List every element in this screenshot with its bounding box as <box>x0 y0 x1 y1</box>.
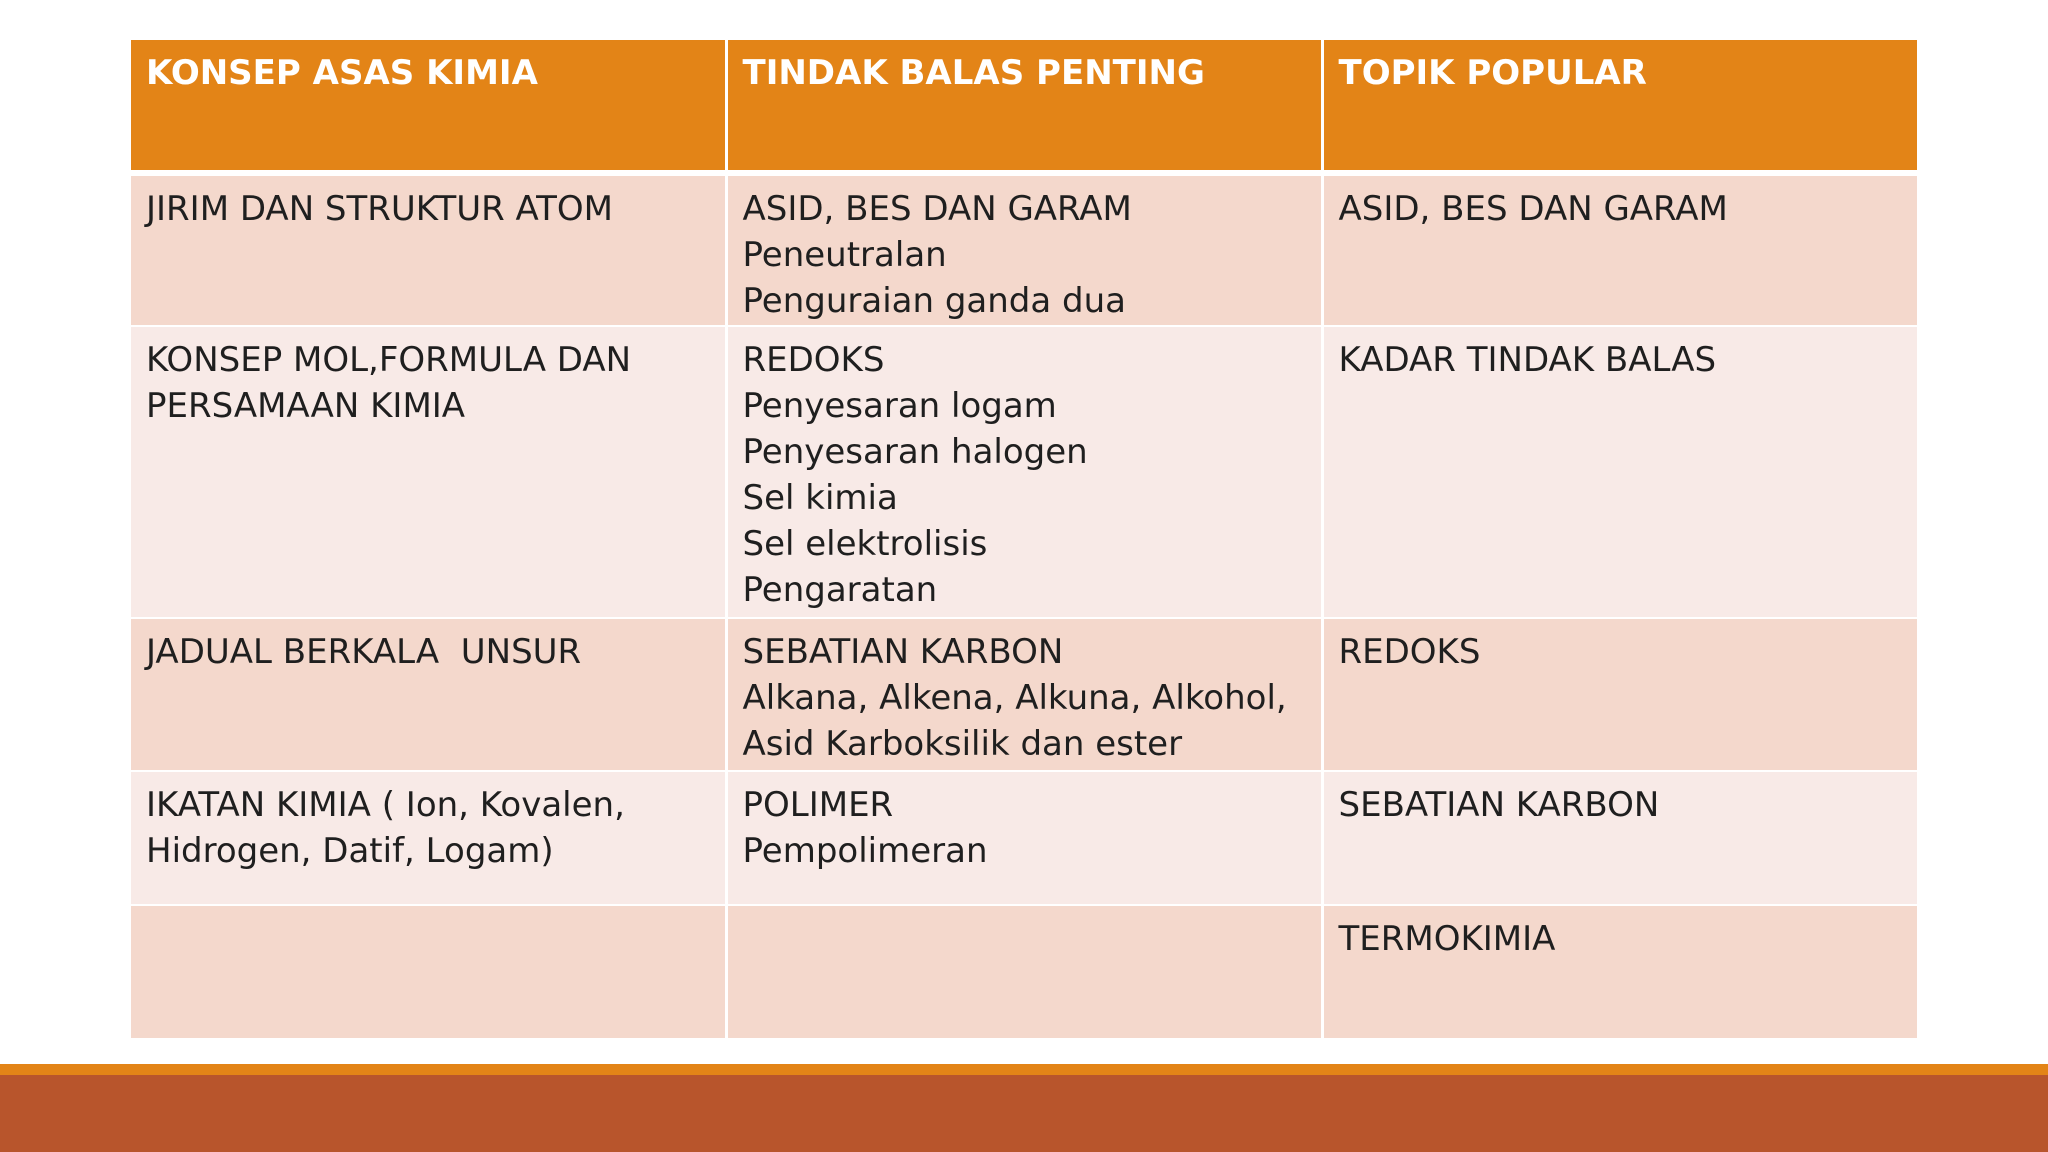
table-cell <box>131 173 726 326</box>
table-header <box>131 40 1917 173</box>
cell-line: Alkana, Alkena, Alkuna, Alkohol, <box>742 678 1287 718</box>
cell-line: KADAR TINDAK BALAS <box>1338 340 1717 380</box>
table-cell-empty <box>726 905 1322 1039</box>
cell-line: JIRIM DAN STRUKTUR ATOM <box>146 189 614 229</box>
cell-line: REDOKS <box>1338 632 1481 672</box>
cell-line: SEBATIAN KARBON <box>742 632 1064 672</box>
table-row <box>131 771 1917 905</box>
table-cell-empty <box>131 905 726 1039</box>
table-cell <box>131 771 726 905</box>
table-cell <box>726 173 1322 326</box>
cell-line: SEBATIAN KARBON <box>1338 785 1660 825</box>
table-row <box>131 173 1917 326</box>
cell-line: POLIMER <box>742 785 894 825</box>
table-row <box>131 618 1917 771</box>
table-cell <box>726 618 1322 771</box>
cell-line: Sel elektrolisis <box>742 524 988 564</box>
table-cell <box>1322 173 1917 326</box>
cell-line: Pempolimeran <box>742 831 988 871</box>
cell-line: Peneutralan <box>742 235 947 275</box>
table-cell <box>726 326 1322 618</box>
cell-line: Asid Karboksilik dan ester <box>742 724 1183 764</box>
table-cell <box>1322 326 1917 618</box>
cell-line: REDOKS <box>742 340 885 380</box>
table-cell <box>131 618 726 771</box>
cell-line: IKATAN KIMIA ( Ion, Kovalen, <box>146 785 625 825</box>
header-topik-popular: TOPIK POPULAR <box>1322 40 1917 173</box>
cell-line: KONSEP MOL,FORMULA DAN <box>146 340 632 380</box>
footer-accent-bar <box>0 1064 2048 1075</box>
topic-table <box>131 40 1917 1040</box>
cell-line: Penguraian ganda dua <box>742 281 1126 321</box>
cell-line: JADUAL BERKALA UNSUR <box>146 632 582 672</box>
header-konsep-asas-kimia: KONSEP ASAS KIMIA <box>131 40 726 173</box>
cell-line: ASID, BES DAN GARAM <box>742 189 1132 229</box>
table-body <box>131 173 1917 1039</box>
header-tindak-balas-penting: TINDAK BALAS PENTING <box>726 40 1322 173</box>
cell-line: Pengaratan <box>742 570 938 610</box>
cell-line: Penyesaran logam <box>742 386 1057 426</box>
cell-line: TERMOKIMIA <box>1338 919 1556 959</box>
cell-line: ASID, BES DAN GARAM <box>1338 189 1728 229</box>
header-row <box>131 40 1917 173</box>
cell-line: Penyesaran halogen <box>742 432 1088 472</box>
table-cell <box>131 326 726 618</box>
table-row <box>131 905 1917 1039</box>
table-cell <box>1322 905 1917 1039</box>
table-cell <box>1322 771 1917 905</box>
cell-line: PERSAMAAN KIMIA <box>146 386 466 426</box>
table-cell <box>726 771 1322 905</box>
table-row <box>131 326 1917 618</box>
footer-bar <box>0 1075 2048 1152</box>
cell-line: Sel kimia <box>742 478 898 518</box>
topic-table-container <box>131 40 1917 1040</box>
cell-line: Hidrogen, Datif, Logam) <box>146 831 554 871</box>
table-cell <box>1322 618 1917 771</box>
